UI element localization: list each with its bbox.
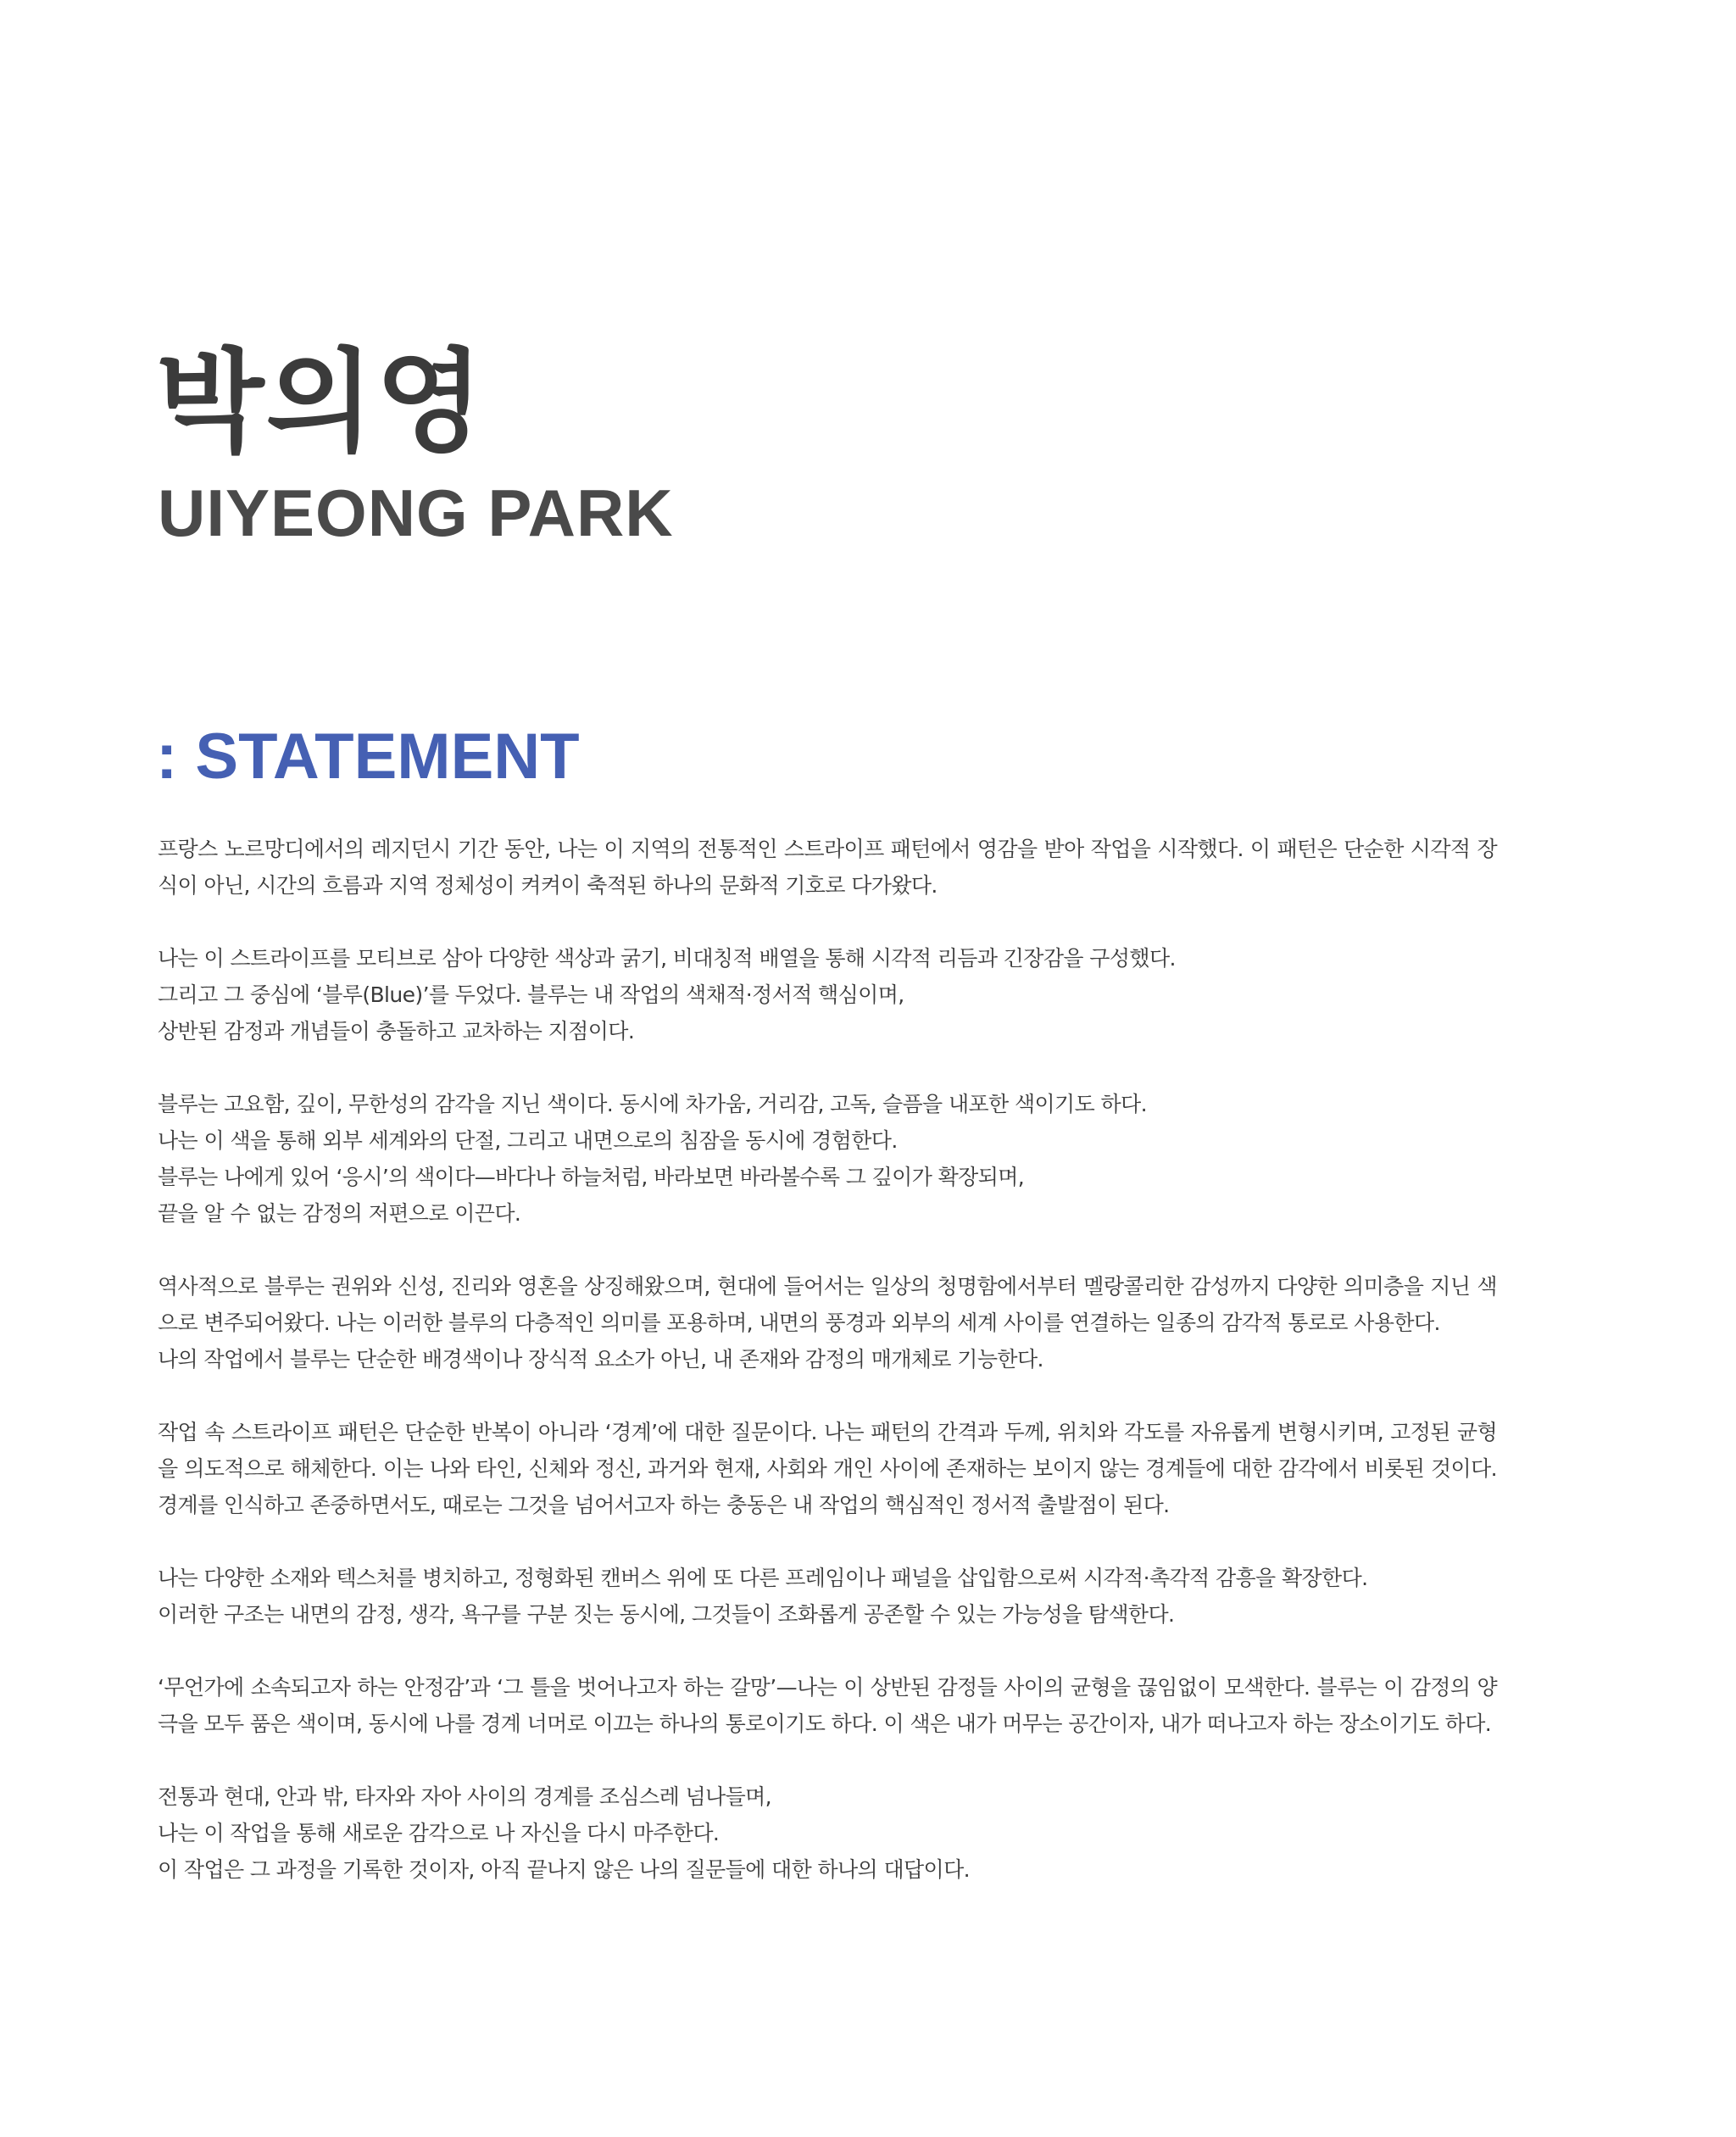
statement-line: 블루는 나에게 있어 ‘응시’의 색이다—바다나 하늘처럼, 바라보면 바라볼수록 그 깊이가 확장되며,	[158, 1165, 1025, 1189]
artist-name-korean: 박의영	[156, 337, 486, 468]
statement-line: 블루는 고요함, 깊이, 무한성의 감각을 지닌 색이다. 동시에 차가움, 거리감, 고독, 슬픔을 내포한 색이기도 하다.	[158, 1092, 1147, 1116]
statement-paragraph: ‘무언가에 소속되고자 하는 안정감’과 ‘그 틀을 벗어나고자 하는 갈망’—나는 이 상반된 감정들 사이의 균형을 끊임없이 모색한다. 블루는 이 감정의 양극을 모두 품은 색이며, 동시에 나를 경계 너머로 이끄는 하나의 통로이기도 하다. 이 색은 내가 머무는 공간이자, 내가 떠나고자 하는 장소이기도 하다.	[158, 1675, 1497, 1736]
statement-paragraph	[158, 1778, 1497, 1888]
statement-line: 나는 다양한 소재와 텍스처를 병치하고, 정형화된 캔버스 위에 또 다른 프레임이나 패널을 삽입함으로써 시각적·촉각적 감흥을 확장한다.	[158, 1566, 1368, 1590]
statement-line: 이 작업은 그 과정을 기록한 것이자, 아직 끝나지 않은 나의 질문들에 대한 하나의 대답이다.	[158, 1857, 971, 1882]
statement-line: 전통과 현대, 안과 밖, 타자와 자아 사이의 경계를 조심스레 넘나들며,	[158, 1784, 772, 1809]
statement-line: 나의 작업에서 블루는 단순한 배경색이나 장식적 요소가 아닌, 내 존재와 감정의 매개체로 기능한다.	[158, 1347, 1043, 1372]
statement-line: 나는 이 스트라이프를 모티브로 삼아 다양한 색상과 굵기, 비대칭적 배열을 통해 시각적 리듬과 긴장감을 구성했다.	[158, 946, 1176, 971]
statement-paragraph	[158, 940, 1497, 1049]
statement-line: 나는 이 작업을 통해 새로운 감각으로 나 자신을 다시 마주한다.	[158, 1821, 720, 1845]
statement-line: 끝을 알 수 없는 감정의 저편으로 이끈다.	[158, 1201, 521, 1226]
statement-heading: : STATEMENT	[156, 721, 580, 793]
statement-paragraph	[158, 1560, 1497, 1633]
statement-line: 나는 이 색을 통해 외부 세계와의 단절, 그리고 내면으로의 침잠을 동시에 경험한다.	[158, 1128, 898, 1153]
statement-paragraph	[158, 1086, 1497, 1232]
artist-name-english: UIYEONG PARK	[158, 476, 674, 550]
statement-paragraph: 프랑스 노르망디에서의 레지던시 기간 동안, 나는 이 지역의 전통적인 스트라이프 패턴에서 영감을 받아 작업을 시작했다. 이 패턴은 단순한 시각적 장식이 아닌, 시간의 흐름과 지역 정체성이 켜켜이 축적된 하나의 문화적 기호로 다가왔다.	[158, 837, 1497, 898]
statement-line: 그리고 그 중심에 ‘블루(Blue)’를 두었다. 블루는 내 작업의 색채적·정서적 핵심이며,	[158, 982, 904, 1007]
statement-text: 역사적으로 블루는 권위와 신성, 진리와 영혼을 상징해왔으며, 현대에 들어서는 일상의 청명함에서부터 멜랑콜리한 감성까지 다양한 의미층을 지닌 색으로 변주되어왔다. 나는 이러한 블루의 다층적인 의미를 포용하며, 내면의 풍경과 외부의 세계 사이를 연결하는 일종의 감각적 통로로 사용한다.	[158, 1274, 1497, 1335]
statement-paragraph	[158, 1268, 1497, 1377]
statement-line: 상반된 감정과 개념들이 충돌하고 교차하는 지점이다.	[158, 1019, 635, 1043]
statement-body	[158, 831, 1497, 1924]
statement-line: 이러한 구조는 내면의 감정, 생각, 욕구를 구분 짓는 동시에, 그것들이 조화롭게 공존할 수 있는 가능성을 탐색한다.	[158, 1602, 1175, 1627]
statement-paragraph: 작업 속 스트라이프 패턴은 단순한 반복이 아니라 ‘경계’에 대한 질문이다. 나는 패턴의 간격과 두께, 위치와 각도를 자유롭게 변형시키며, 고정된 균형을 의도적으로 해체한다. 이는 나와 타인, 신체와 정신, 과거와 현재, 사회와 개인 사이에 존재하는 보이지 않는 경계들에 대한 감각에서 비롯된 것이다. 경계를 인식하고 존중하면서도, 때로는 그것을 넘어서고자 하는 충동은 내 작업의 핵심적인 정서적 출발점이 된다.	[158, 1420, 1497, 1517]
